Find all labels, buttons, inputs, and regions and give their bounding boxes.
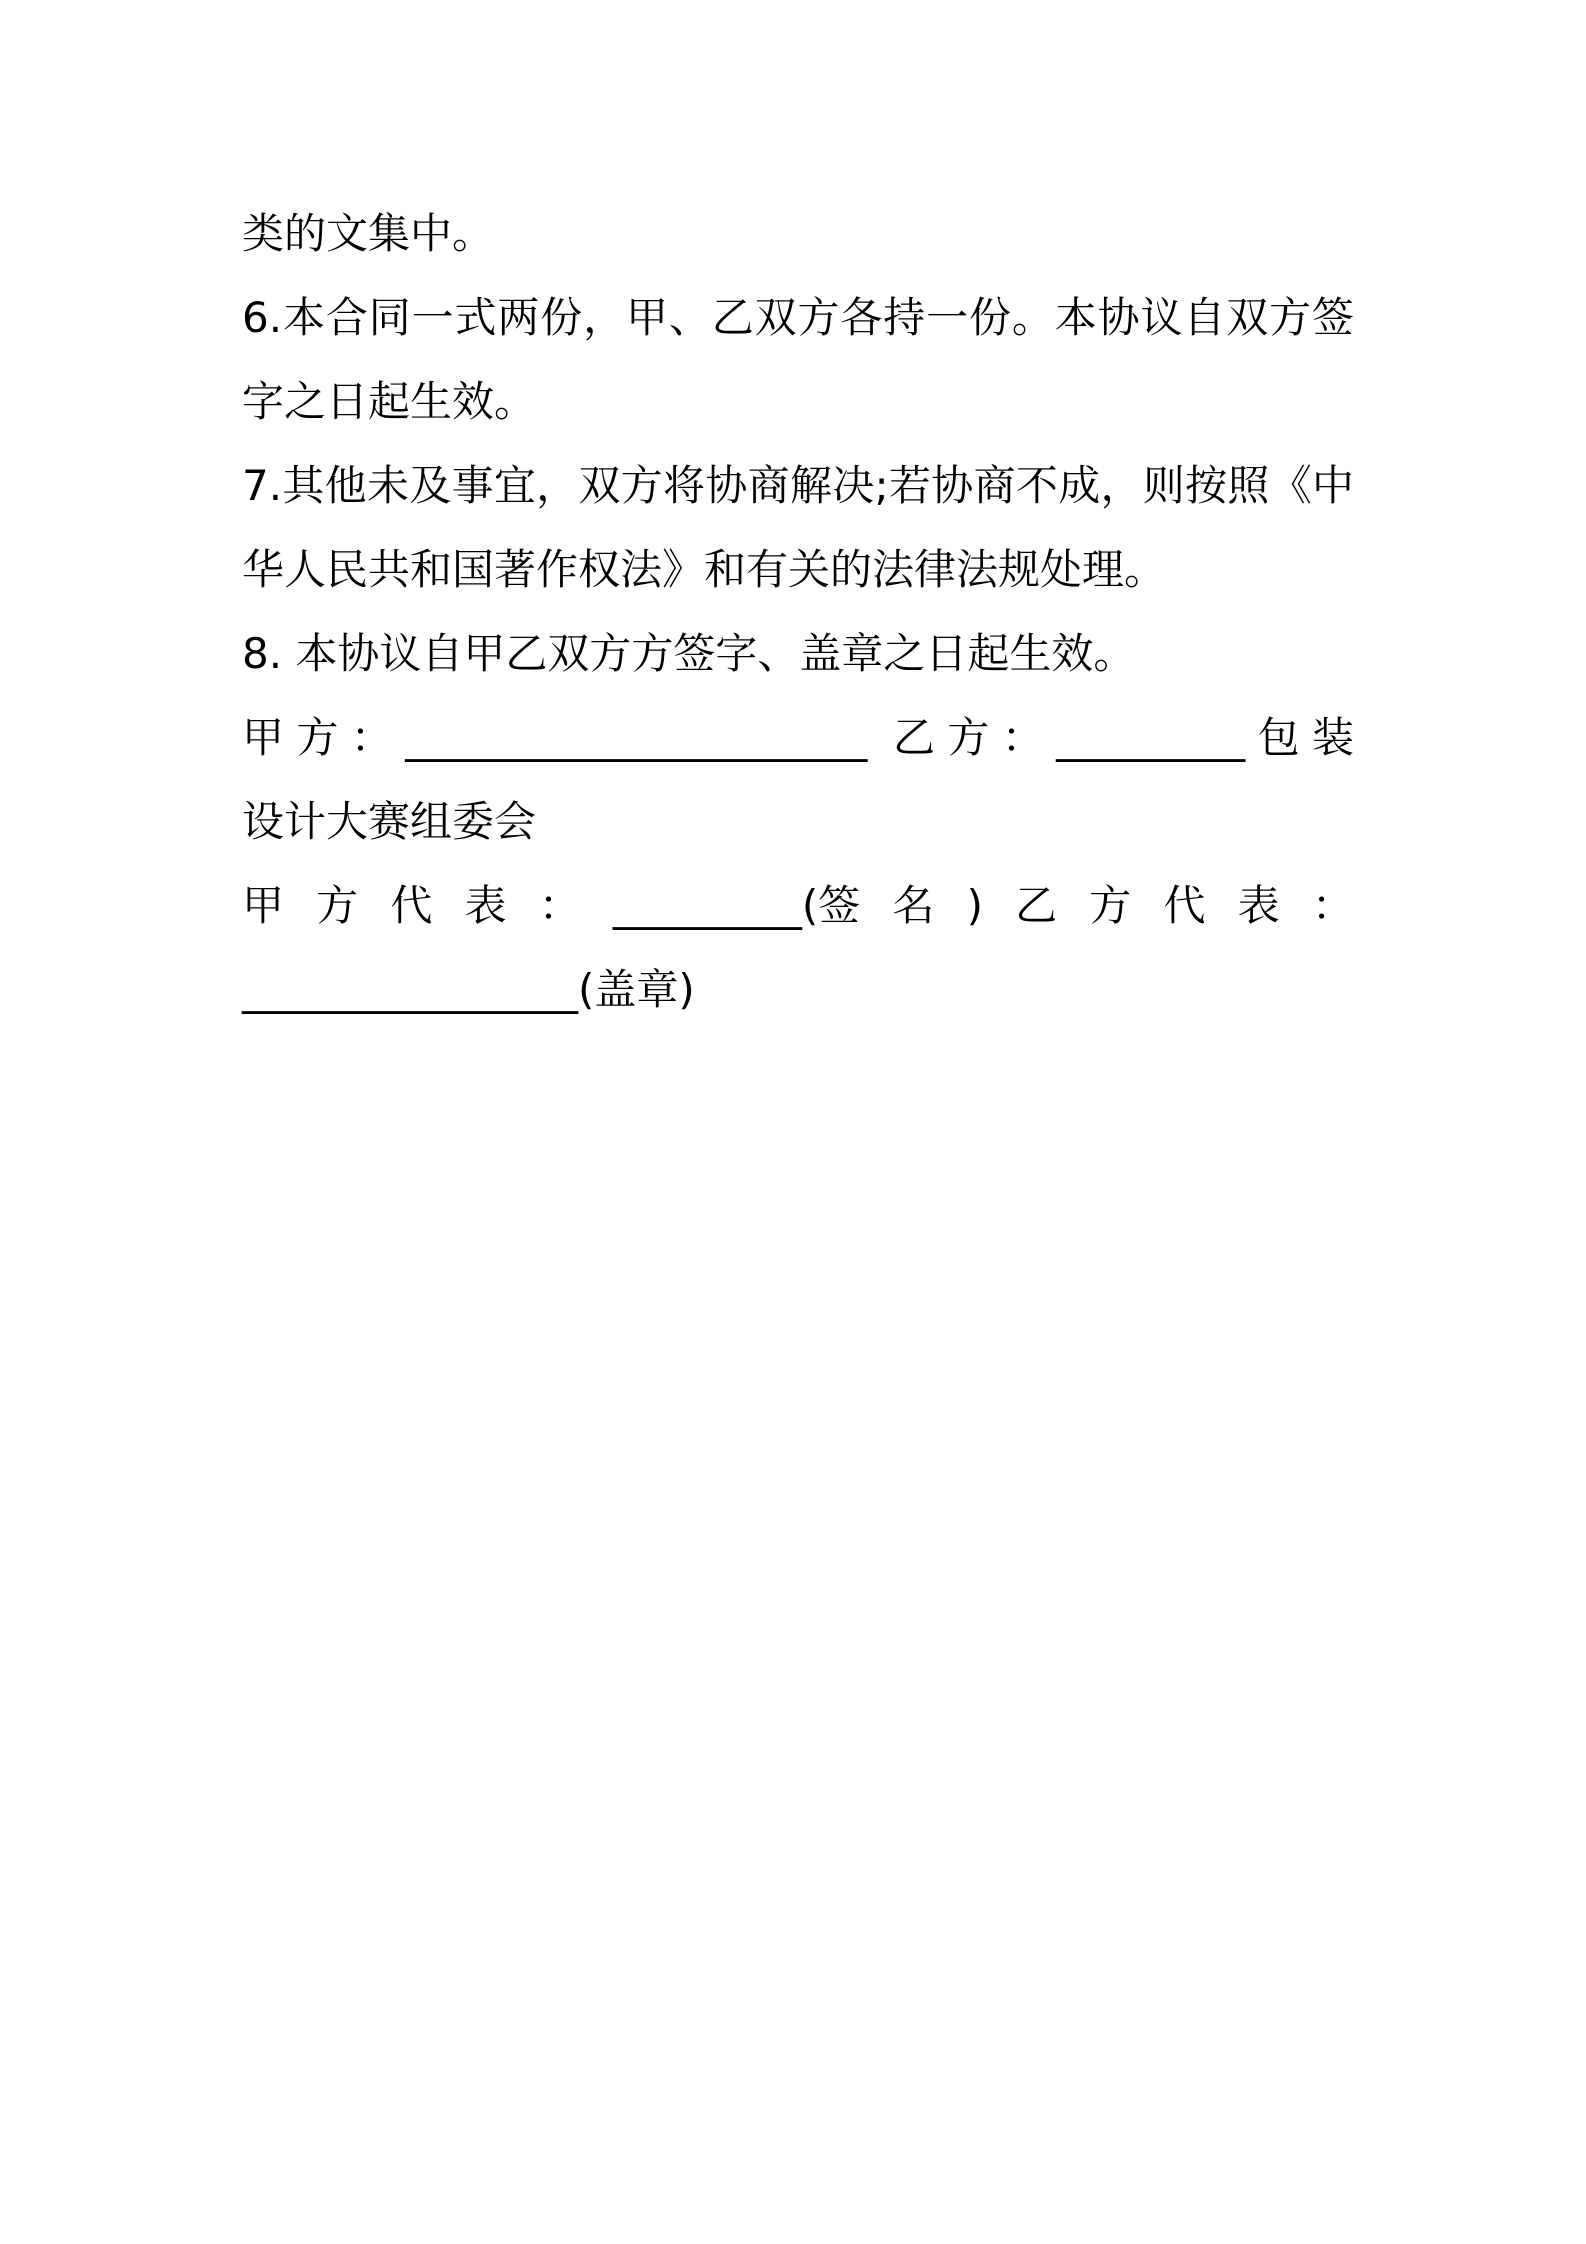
clause-6-line-1: 6.本合同一式两份，甲、乙双方各持一份。本协议自双方签 (242, 293, 1354, 342)
rep-char: 乙 (1015, 881, 1058, 930)
clause-6-line-2: 字之日起生效。 (242, 377, 537, 426)
document-body (242, 192, 1354, 1032)
party-a-signature-blank: _________(签 (612, 881, 861, 930)
text-line-1: 类的文集中。 (242, 209, 495, 258)
rep-char: ： (538, 881, 581, 930)
rep-char: 代 (390, 881, 433, 930)
party-signature-line: 甲方：______________________ 乙方：_________包装 (242, 713, 1354, 762)
clause-7-line-1: 7.其他未及事宜，双方将协商解决;若协商不成，则按照《中 (242, 461, 1354, 510)
rep-char: 甲 (242, 881, 285, 930)
rep-char: 表 (464, 881, 507, 930)
rep-char: 表 (1237, 881, 1280, 930)
party-b-seal-line: ________________(盖章) (242, 965, 695, 1014)
party-b-organizer-line: 设计大赛组委会 (242, 797, 537, 846)
rep-char: 方 (1089, 881, 1132, 930)
rep-char: 方 (316, 881, 359, 930)
rep-char: ) (966, 881, 983, 930)
rep-char: 名 (892, 881, 935, 930)
representative-signature-line (242, 864, 1354, 948)
rep-char: ： (1311, 881, 1354, 930)
rep-char: 代 (1163, 881, 1206, 930)
clause-7-line-2: 华人民共和国著作权法》和有关的法律法规处理。 (242, 545, 1167, 594)
clause-8-line: 8. 本协议自甲乙双方方签字、盖章之日起生效。 (242, 629, 1136, 678)
